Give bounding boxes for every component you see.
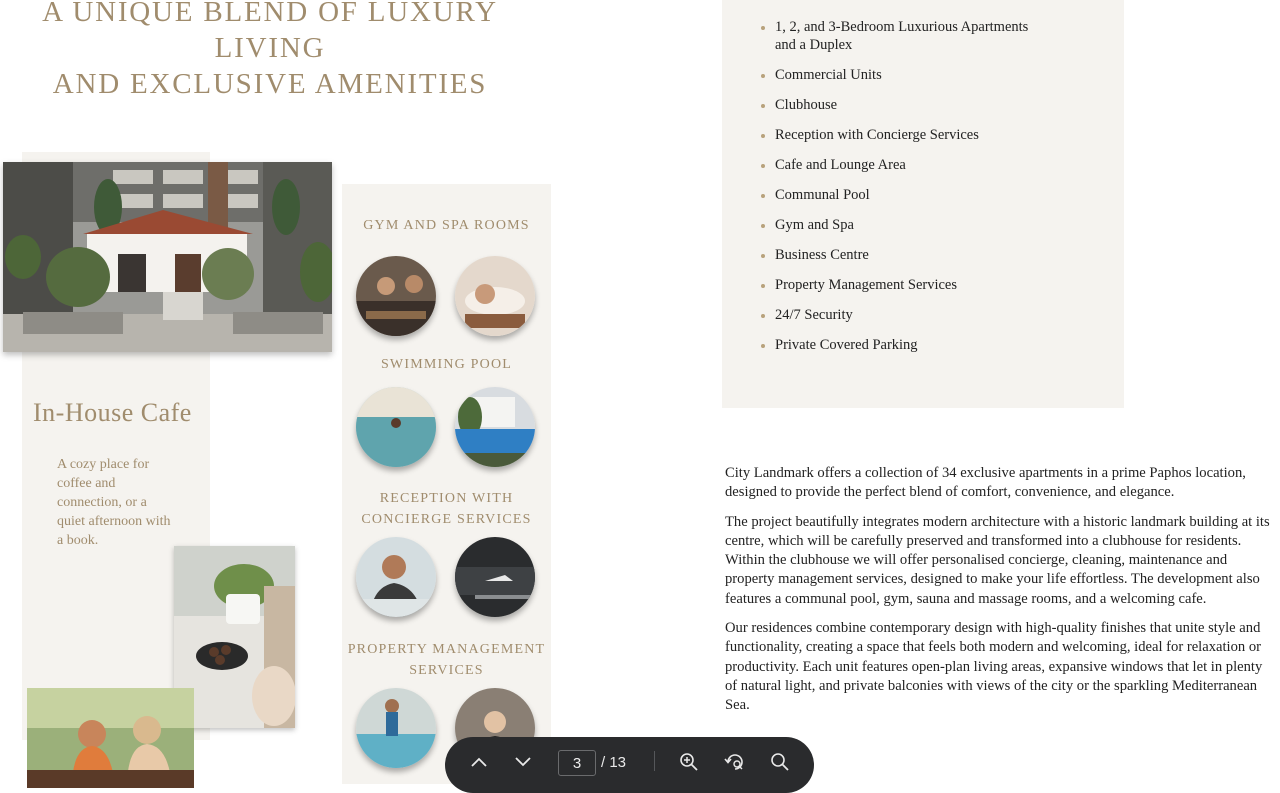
pool-maintenance-photo — [356, 688, 436, 768]
list-item: Gym and Spa — [760, 216, 1060, 234]
chevron-up-icon — [470, 756, 488, 768]
list-item: Clubhouse — [760, 96, 1060, 114]
rotate-button[interactable] — [720, 749, 750, 775]
clubhouse-building-photo — [3, 162, 332, 352]
list-item: Cafe and Lounge Area — [760, 156, 1060, 174]
infinity-pool-photo — [356, 387, 436, 467]
page-total: / 13 — [601, 754, 627, 771]
features-list — [760, 18, 1060, 354]
search-icon — [770, 752, 790, 772]
swimming-pool-label: SWIMMING POOL — [380, 357, 513, 372]
property-label-line-1: PROPERTY MANAGEMENT — [347, 642, 546, 657]
hero-title-line-2: AND EXCLUSIVE AMENITIES — [52, 68, 488, 100]
gym-spa-label: GYM AND SPA ROOMS — [363, 218, 530, 233]
hero-title-line-1: A UNIQUE BLEND OF LUXURY LIVING — [42, 0, 498, 64]
next-page-button[interactable] — [508, 749, 538, 775]
gym-photo — [356, 256, 436, 336]
list-item: Business Centre — [760, 246, 1060, 264]
property-management-label — [342, 639, 551, 681]
zoom-in-button[interactable] — [674, 749, 704, 775]
hero-title — [0, 0, 550, 102]
previous-page-button[interactable] — [464, 749, 494, 775]
pdf-toolbar — [445, 737, 814, 793]
cafe-title: In-House Cafe — [33, 398, 192, 427]
list-item: Reception with Concierge Services — [760, 126, 1060, 144]
description-paragraph-3: Our residences combine contemporary design with high-quality finishes that unite style and functionality, creating a space that feels both modern and welcoming, ideal for relaxation or productivity. Each unit features open-plan living areas, expansive windows that let in plenty of natural light, and private balconies with views of the city or the sparkling Mediterranean Sea. — [725, 620, 1263, 714]
project-description — [725, 464, 1277, 726]
list-item: Communal Pool — [760, 186, 1060, 204]
spa-photo — [455, 256, 535, 336]
property-label-line-2: SERVICES — [409, 663, 484, 678]
search-button[interactable] — [765, 749, 795, 775]
list-item: Commercial Units — [760, 66, 1060, 84]
page-number-input[interactable] — [558, 750, 596, 776]
description-paragraph-1: City Landmark offers a collection of 34 exclusive apartments in a prime Paphos location, designed to provide the perfect blend of comfort, convenience, and elegance. — [725, 465, 1246, 501]
list-item: Property Management Services — [760, 276, 1060, 294]
reception-label-line-2: CONCIERGE SERVICES — [361, 512, 532, 527]
friends-cafe-photo — [27, 688, 194, 788]
description-paragraph-2: The project beautifully integrates modern architecture with a historic landmark building at its centre, which will be carefully preserved and transformed into a clubhouse for residents. Within the clubhouse we will offer personalised concierge, cleaning, maintenance and property management services, designed to make your life effortless. The development also features a communal pool, gym, sauna and massage rooms, and a welcoming cafe. — [725, 513, 1270, 607]
list-item: Private Covered Parking — [760, 336, 1060, 354]
reception-concierge-label — [342, 488, 551, 530]
toolbar-divider — [654, 751, 655, 771]
reception-label-line-1: RECEPTION WITH — [379, 491, 514, 506]
list-item: 24/7 Security — [760, 306, 1060, 324]
car-door-service-photo — [455, 537, 535, 617]
pool-villa-photo — [455, 387, 535, 467]
chevron-down-icon — [514, 756, 532, 768]
cafe-description: A cozy place for coffee and connection, or a quiet afternoon with a book. — [57, 457, 171, 548]
zoom-in-icon — [679, 752, 699, 772]
list-item: 1, 2, and 3-Bedroom Luxurious Apartments and a Duplex — [760, 18, 1037, 54]
receptionist-photo — [356, 537, 436, 617]
rotate-icon — [724, 751, 746, 773]
